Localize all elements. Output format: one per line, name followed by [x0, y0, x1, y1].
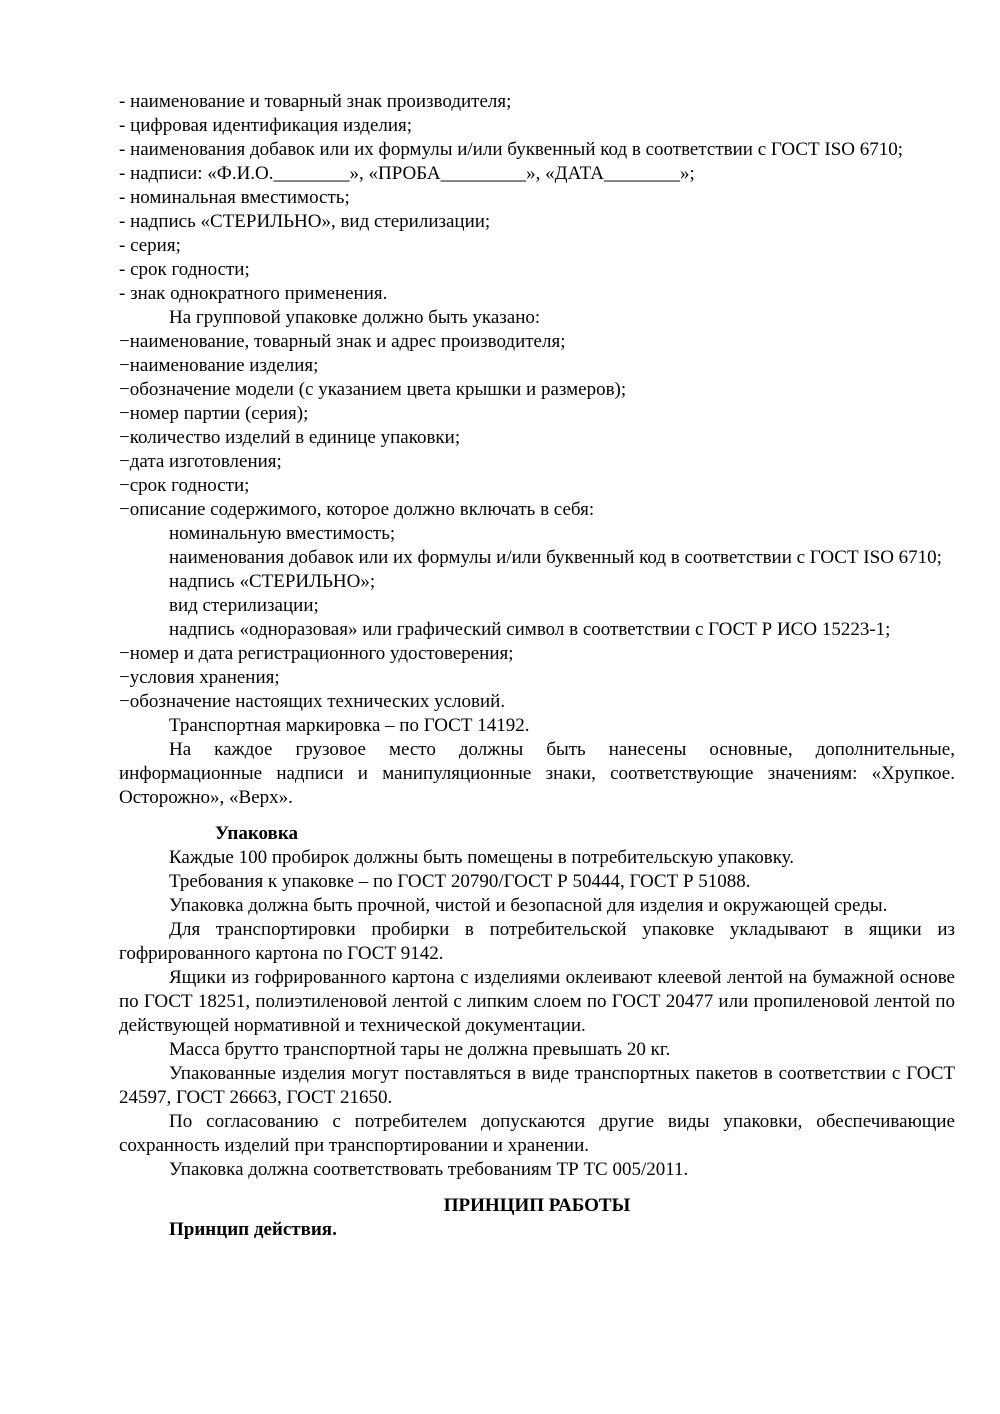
list-item-marking: - цифровая идентификация изделия; — [119, 115, 413, 136]
list-item-group-packaging: −обозначение настоящих технических условий. — [119, 691, 506, 712]
paragraph-packaging: Каждые 100 пробирок должны быть помещены в потребительскую упаковку. — [169, 847, 795, 868]
sub-list-item-contents: вид стерилизации; — [169, 595, 319, 616]
list-item-marking: - наименования добавок или их формулы и/или буквенный код в соответствии с ГОСТ ISO 6710; — [119, 139, 904, 160]
list-item-group-packaging: −наименование изделия; — [119, 355, 319, 376]
list-item-marking: - знак однократного применения. — [119, 283, 388, 304]
sub-list-item-contents: номинальную вместимость; — [169, 523, 396, 544]
list-item-group-packaging: −номер и дата регистрационного удостоверения; — [119, 643, 514, 664]
paragraph-packaging: Ящики из гофрированного картона с изделиями оклеивают клеевой лентой на бумажной основе по ГОСТ 18251, полиэтиленовой лентой с липким слоем по ГОСТ 20477 или пропиленовой лентой по действующей нормативной и технической документации. — [119, 967, 955, 1036]
list-item-marking: - надпись «СТЕРИЛЬНО», вид стерилизации; — [119, 211, 491, 232]
paragraph-packaging: По согласованию с потребителем допускаются другие виды упаковки, обеспечивающие сохранность изделий при транспортировании и хранении. — [119, 1111, 955, 1156]
list-item-group-packaging: −срок годности; — [119, 475, 250, 496]
list-item-marking: - серия; — [119, 235, 181, 256]
paragraph-packaging: Для транспортировки пробирки в потребительской упаковке укладывают в ящики из гофрированного картона по ГОСТ 9142. — [119, 919, 955, 964]
sub-list-item-contents: надпись «СТЕРИЛЬНО»; — [169, 571, 376, 592]
list-item-group-packaging: −описание содержимого, которое должно включать в себя: — [119, 499, 595, 520]
list-item-group-packaging: −условия хранения; — [119, 667, 280, 688]
list-item-marking: - наименование и товарный знак производителя; — [119, 91, 512, 112]
list-item-marking: - срок годности; — [119, 259, 250, 280]
paragraph-packaging: Требования к упаковке – по ГОСТ 20790/ГОСТ Р 50444, ГОСТ Р 51088. — [169, 871, 751, 892]
list-item-group-packaging: −наименование, товарный знак и адрес производителя; — [119, 331, 566, 352]
paragraph-packaging: Упакованные изделия могут поставляться в виде транспортных пакетов в соответствии с ГОСТ 24597, ГОСТ 26663, ГОСТ 21650. — [119, 1063, 955, 1108]
list-item-group-packaging: −дата изготовления; — [119, 451, 282, 472]
sub-list-item-contents: наименования добавок или их формулы и/или буквенный код в соответствии с ГОСТ ISO 6710; — [169, 547, 942, 568]
paragraph-cargo-marking: На каждое грузовое место должны быть нанесены основные, дополнительные, информационные надписи и манипуляционные знаки, соответствующие значениям: «Хрупкое. Осторожно», «Верх». — [119, 739, 955, 808]
paragraph-principle-lead: Принцип действия. — [169, 1219, 337, 1240]
list-item-group-packaging: −обозначение модели (с указанием цвета крышки и размеров); — [119, 379, 627, 400]
sub-list-item-contents: надпись «одноразовая» или графический символ в соответствии с ГОСТ Р ИСО 15223-1; — [169, 619, 891, 640]
paragraph-packaging: Масса брутто транспортной тары не должна превышать 20 кг. — [169, 1039, 671, 1060]
section-heading-principle-of-operation: ПРИНЦИП РАБОТЫ — [443, 1195, 631, 1216]
paragraph-group-packaging-intro: На групповой упаковке должно быть указано: — [169, 307, 541, 328]
paragraph-transport-marking: Транспортная маркировка – по ГОСТ 14192. — [169, 715, 530, 736]
list-item-marking: - номинальная вместимость; — [119, 187, 350, 208]
list-item-group-packaging: −количество изделий в единице упаковки; — [119, 427, 461, 448]
paragraph-packaging: Упаковка должна быть прочной, чистой и безопасной для изделия и окружающей среды. — [169, 895, 888, 916]
list-item-group-packaging: −номер партии (серия); — [119, 403, 309, 424]
section-heading-packaging: Упаковка — [215, 823, 298, 844]
list-item-marking: - надписи: «Ф.И.О.________», «ПРОБА_________», «ДАТА________»; — [119, 163, 695, 184]
paragraph-packaging: Упаковка должна соответствовать требованиям ТР ТС 005/2011. — [169, 1159, 689, 1180]
